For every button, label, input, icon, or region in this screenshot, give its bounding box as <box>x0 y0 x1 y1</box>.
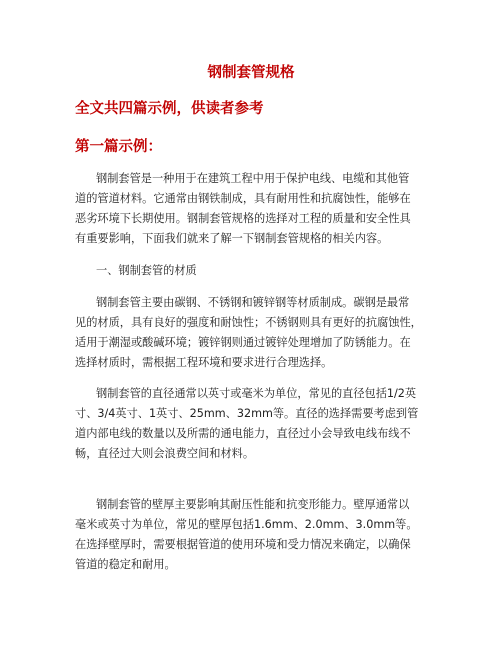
paragraph-5-line-4: 管道的稳定和耐用。 <box>75 558 176 571</box>
paragraph-1-line-4: 有重要影响，下面我们就来了解一下钢制套管规格的相关内容。 <box>75 232 389 245</box>
paragraph-3-line-1: 钢制套管主要由碳钢、不锈钢和镀锌钢等材质制成。碳钢是最常 <box>96 296 410 309</box>
section-heading-material: 一、钢制套管的材质 <box>96 264 197 277</box>
paragraph-4-line-3: 道内部电线的数量以及所需的通电能力，直径过小会导致电线布线不 <box>75 427 411 440</box>
paragraph-1-line-1: 钢制套管是一种用于在建筑工程中用于保护电线、电缆和其他管 <box>96 172 410 185</box>
paragraph-1-line-3: 恶劣环境下长期使用。钢制套管规格的选择对工程的质量和安全性具 <box>75 212 411 225</box>
paragraph-4-line-2: 寸、3/4英寸、1英寸、25mm、32mm等。直径的选择需要考虑到管 <box>75 407 419 420</box>
paragraph-4-line-1: 钢制套管的直径通常以英寸或毫米为单位，常见的直径包括1/2英 <box>96 387 417 400</box>
paragraph-4-line-4: 畅，直径过大则会浪费空间和材料。 <box>75 447 255 460</box>
paragraph-5-line-3: 在选择壁厚时，需要根据管道的使用环境和受力情况来确定，以确保 <box>75 538 411 551</box>
example-one-heading: 第一篇示例： <box>75 139 162 155</box>
document-title: 钢制套管规格 <box>207 65 295 81</box>
paragraph-3-line-3: 适用于潮湿或酸碱环境；镀锌钢则通过镀锌处理增加了防锈能力。在 <box>75 336 411 349</box>
paragraph-5-line-2: 毫米或英寸为单位，常见的壁厚包括1.6mm、2.0mm、3.0mm等。 <box>75 518 418 531</box>
paragraph-3-line-2: 见的材质，具有良好的强度和耐蚀性；不锈钢则具有更好的抗腐蚀性， <box>75 316 422 329</box>
paragraph-3-line-4: 选择材质时，需根据工程环境和要求进行合理选择。 <box>75 356 333 369</box>
overview-heading: 全文共四篇示例，供读者参考 <box>75 101 264 117</box>
paragraph-5-line-1: 钢制套管的壁厚主要影响其耐压性能和抗变形能力。壁厚通常以 <box>96 498 410 511</box>
paragraph-1-line-2: 道的管道材料。它通常由钢铁制成，具有耐用性和抗腐蚀性，能够在 <box>75 192 411 205</box>
